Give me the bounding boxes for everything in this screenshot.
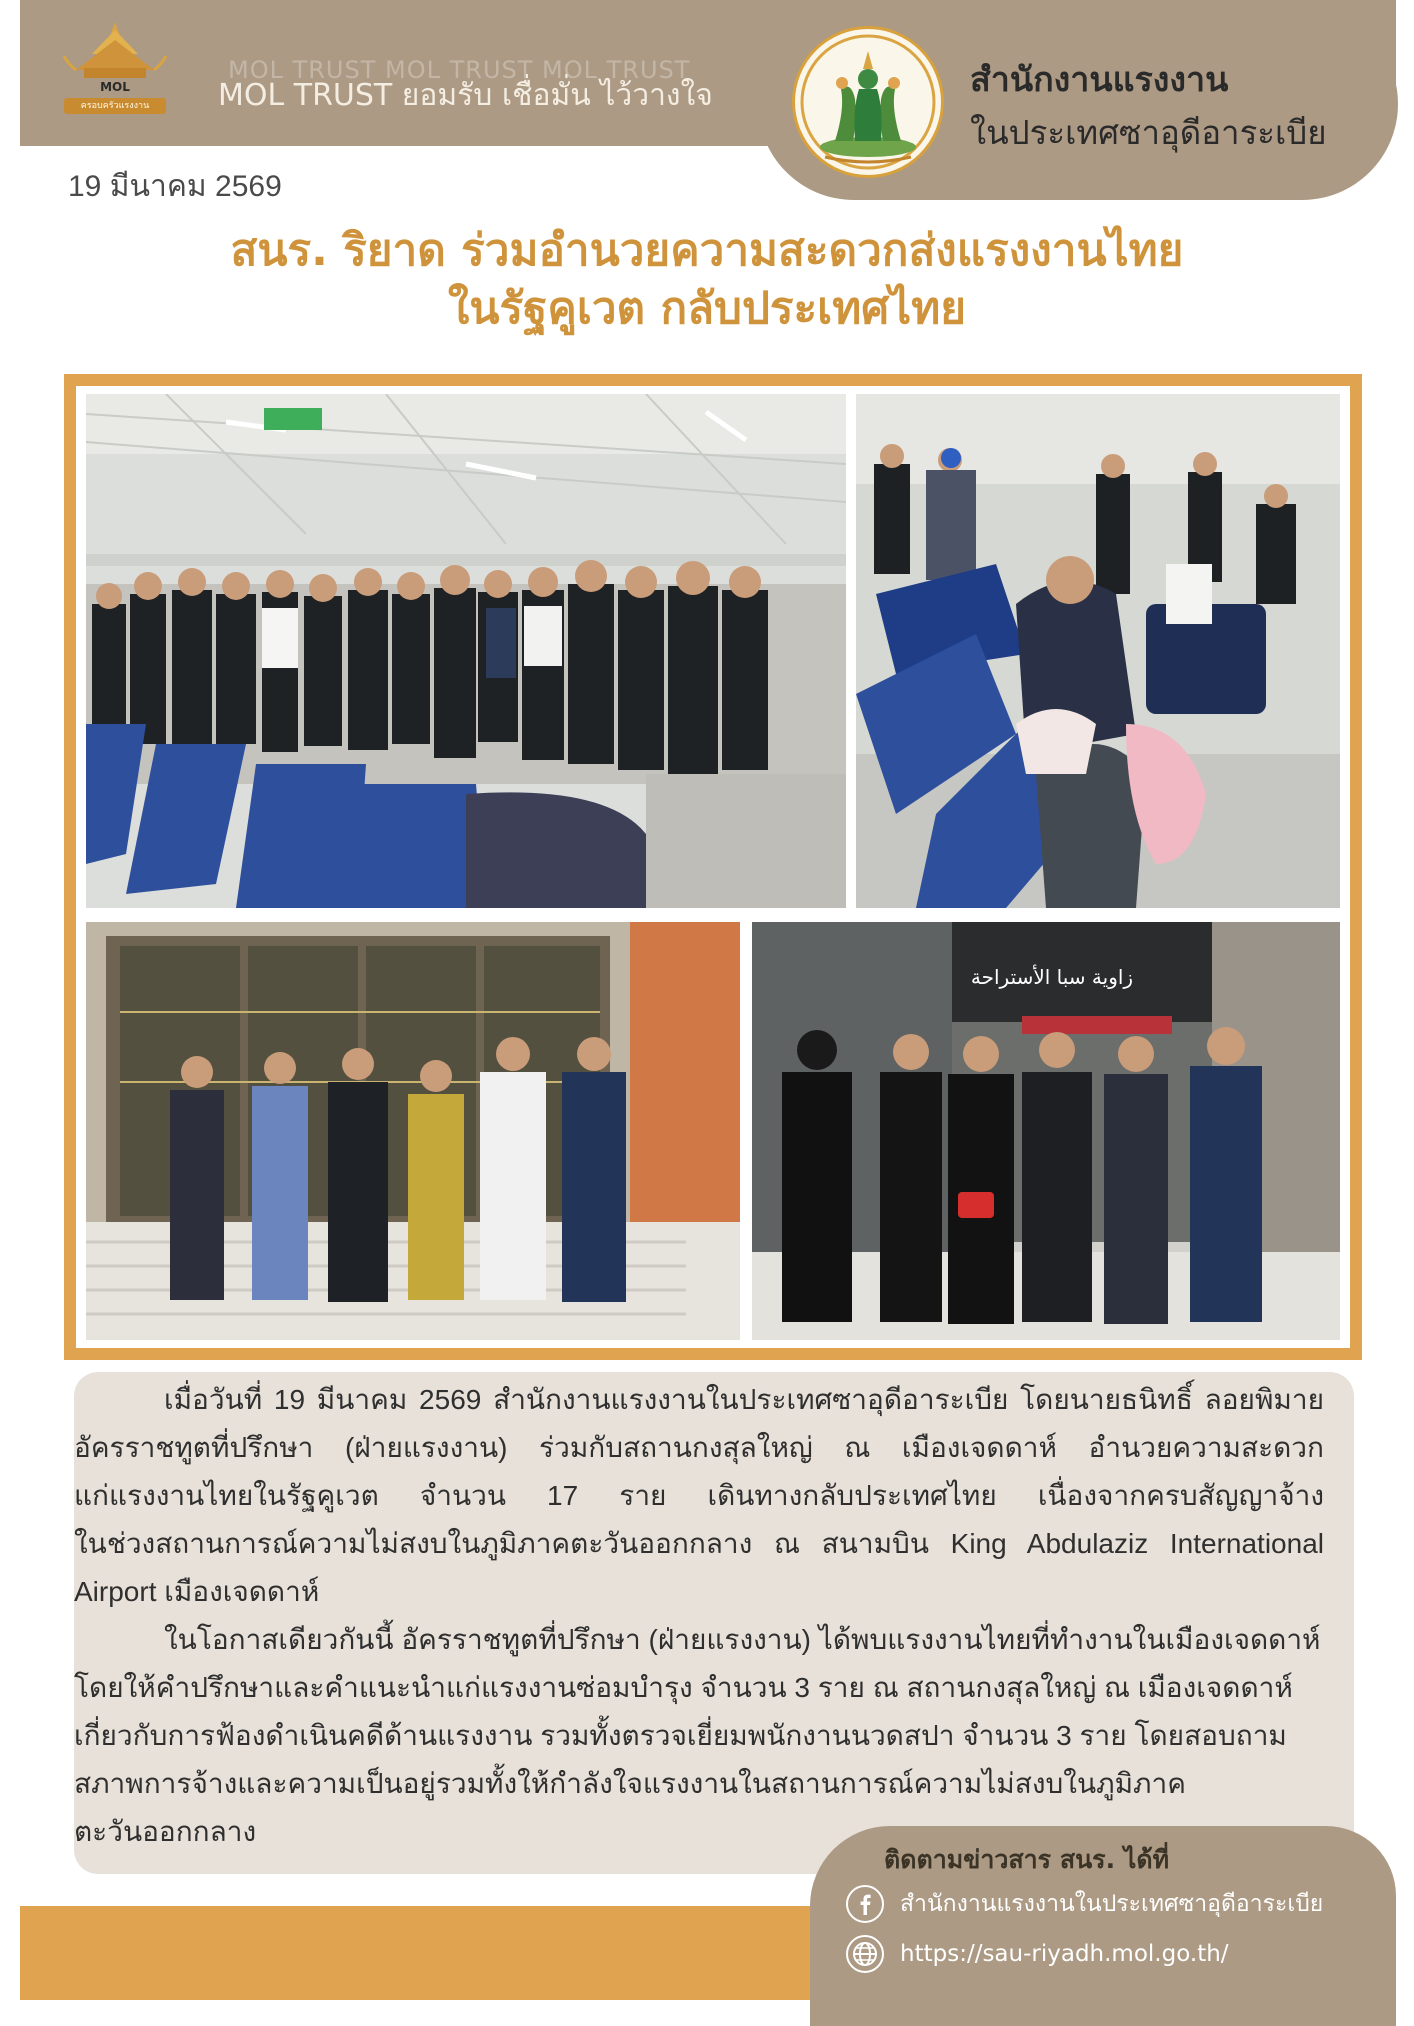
paragraph-2-line-2: โดยให้คำปรึกษาและคำแนะนำแก่แรงงานซ่อมบำรุง จำนวน 3 ราย ณ สถานกงสุลใหญ่ ณ เมืองเจดดาห์ xyxy=(74,1672,1293,1703)
facebook-link[interactable] xyxy=(846,1884,1323,1924)
photo-waiting-area xyxy=(856,394,1340,908)
globe-icon xyxy=(846,1935,884,1973)
paragraph-1-line-4: ในช่วงสถานการณ์ความไม่สงบในภูมิภาคตะวันออกกลาง ณ สนามบิน King Abdulaziz International xyxy=(74,1528,1324,1559)
paragraph-1-line-5: Airport เมืองเจดดาห์ xyxy=(74,1576,320,1607)
headline-line-2: ในรัฐคูเวต กลับประเทศไทย xyxy=(447,283,967,334)
mol-logo xyxy=(54,20,176,124)
website-link[interactable] xyxy=(846,1934,1229,1974)
headline-line-1: สนร. ริยาด ร่วมอำนวยความสะดวกส่งแรงงานไทย xyxy=(230,225,1184,276)
temple-roof-icon xyxy=(54,20,176,82)
publish-date: 19 มีนาคม 2569 xyxy=(68,170,282,203)
photo-consulate-steps xyxy=(86,922,740,1340)
follow-title: ติดตามข่าวสาร สนร. ได้ที่ xyxy=(884,1845,1170,1874)
seal-deity-icon xyxy=(795,29,941,175)
paragraph-1-line-2: อัครราชทูตที่ปรึกษา (ฝ่ายแรงงาน) ร่วมกับสถานกงสุลใหญ่ ณ เมืองเจดดาห์ อำนวยความสะดวก xyxy=(74,1432,1324,1463)
slogan: MOL TRUST ยอมรับ เชื่อมั่น ไว้วางใจ xyxy=(218,78,713,113)
headline xyxy=(60,222,1354,338)
facebook-page-name[interactable]: สำนักงานแรงงานในประเทศซาอุดีอาระเบีย xyxy=(900,1891,1324,1917)
website-url[interactable]: https://sau-riyadh.mol.go.th/ xyxy=(900,1941,1229,1967)
paragraph-2-line-3: เกี่ยวกับการฟ้องดำเนินคดีด้านแรงงาน รวมทั้งตรวจเยี่ยมพนักงานนวดสปา จำนวน 3 ราย โดยสอบถาม xyxy=(74,1720,1287,1751)
logo-label: MOL xyxy=(100,80,130,94)
paragraph-2-line-5: ตะวันออกกลาง xyxy=(74,1816,257,1847)
ministry-seal xyxy=(792,26,944,178)
paragraph-2-line-1: ในโอกาสเดียวกันนี้ อัครราชทูตที่ปรึกษา (ฝ่ายแรงงาน) ได้พบแรงงานไทยที่ทำงานในเมืองเจดดาห์ xyxy=(164,1624,1321,1655)
photo-spa-visit xyxy=(752,922,1340,1340)
paragraph-2-line-4: สภาพการจ้างและความเป็นอยู่รวมทั้งให้กำลังใจแรงงานในสถานการณ์ความไม่สงบในภูมิภาค xyxy=(74,1768,1186,1799)
office-name: สำนักงานแรงงาน xyxy=(970,60,1229,100)
facebook-icon xyxy=(846,1885,884,1923)
photo-airport-group xyxy=(86,394,846,908)
photo-shop-sign: زاوية سبا الأستراحة xyxy=(970,965,1134,989)
office-location: ในประเทศซาอุดีอาระเบีย xyxy=(970,113,1327,152)
paragraph-1-line-1: เมื่อวันที่ 19 มีนาคม 2569 สำนักงานแรงงานในประเทศซาอุดีอาระเบีย โดยนายธนิทธิ์ ลอยพิมาย xyxy=(164,1384,1324,1415)
slogan-watermark: MOL TRUST MOL TRUST MOL TRUST xyxy=(228,56,691,84)
paragraph-1-line-3: แก่แรงงานไทยในรัฐคูเวต จำนวน 17 ราย เดินทางกลับประเทศไทย เนื่องจากครบสัญญาจ้าง xyxy=(74,1480,1324,1511)
logo-subtitle: ครอบครัวแรงงาน xyxy=(64,98,166,114)
